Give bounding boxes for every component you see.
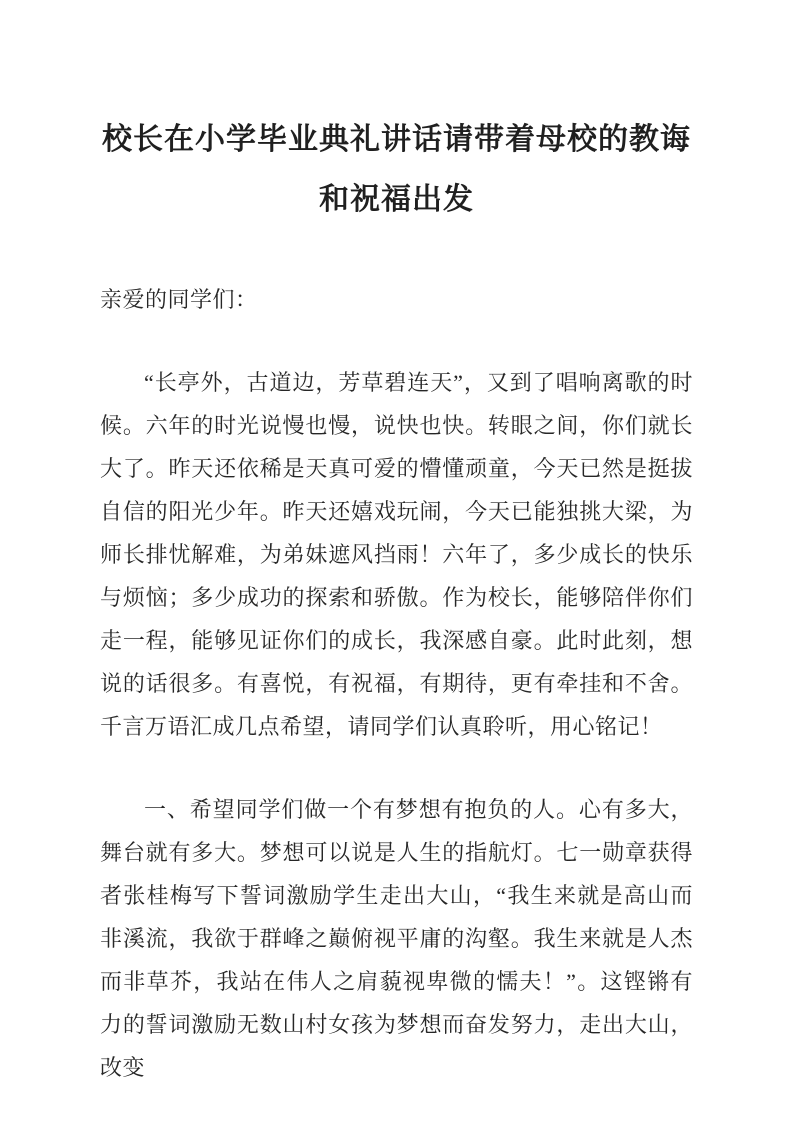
paragraph-hope-one: 一、希望同学们做一个有梦想有抱负的人。心有多大，舞台就有多大。梦想可以说是人生的指航灯。七一勋章获得者张桂梅写下誓词激励学生走出大山，“我生来就是高山而非溪流，我欲于群峰之巅俯视平庸的沟壑。我生来就是人杰而非草芥，我站在伟人之肩藐视卑微的懦夫！”。这铿锵有力的誓词激励无数山村女孩为梦想而奋发努力，走出大山，改变 — [100, 797, 693, 1080]
document-content — [100, 0, 693, 1089]
greeting-line: 亲爱的同学们： — [100, 287, 258, 312]
document-title: 校长在小学毕业典礼讲话请带着母校的教诲和祝福出发 — [102, 123, 691, 216]
paragraph-opening: “长亭外，古道边，芳草碧连天”，又到了唱响离歌的时候。六年的时光说慢也慢，说快也快。转眼之间，你们就长大了。昨天还依稀是天真可爱的懵懂顽童，今天已然是挺拔自信的阳光少年。昨天还嬉戏玩闹，今天已能独挑大梁，为师长排忧解难，为弟妹遮风挡雨！六年了，多少成长的快乐与烦恼；多少成功的探索和骄傲。作为校长，能够陪伴你们走一程，能够见证你们的成长，我深感自豪。此时此刻，想说的话很多。有喜悦，有祝福，有期待，更有牵挂和不舍。千言万语汇成几点希望，请同学们认真聆听，用心铭记！ — [100, 370, 693, 739]
